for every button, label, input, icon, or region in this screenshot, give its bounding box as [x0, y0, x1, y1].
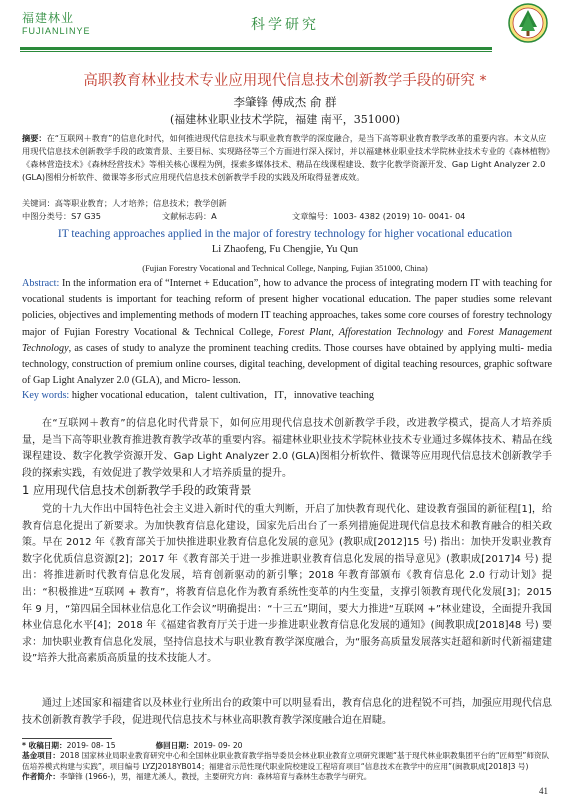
- footnote-fund: [22, 751, 552, 772]
- course-name-3: Forest Management Technology: [22, 326, 552, 354]
- clc-number: 中图分类号：S7 G35: [22, 211, 101, 221]
- classification-line: [22, 210, 552, 222]
- abstract-cn-text: 在“互联网＋教育”的信息化时代，如何推进现代信息技术与职业教育教学的深度融合，是当下高等职业教育教学改革的重要内容。本文从应用现代信息技术创新教学手段的政策背景、主要目标、实现路径等三个方面进行深入探讨，并以福建林业职业技术学院林业技术专业的《森林植物》《森林营造技术》《森林经营技术》等相关核心课程为例，探索多媒体技术、精品在线课程建设、数字化教学资源开发、Gap Light Analyzer 2.0 (GLA)图相分析软件、微课等多形式应用现代信息技术创新教学手段的实践及所取得显著成效。: [22, 133, 551, 182]
- course-name-1: Forest Plant: [278, 326, 332, 338]
- revised-label: 修回日期：: [155, 741, 194, 750]
- abstract-cn-label: 摘要：: [22, 133, 47, 143]
- document-code: 文献标志码：A: [162, 211, 217, 221]
- keywords-en-text: higher vocational education，talent cultivation，IT，innovative teaching: [69, 390, 374, 401]
- fund-text: 2018 国家林业局职业教育研究中心和全国林业职业教育教学指导委员会林业职业教育立项研究课题“基于现代林业职教集团平台的“匠师型”师资队伍培养模式构建与实践”，项目编号 LYZJ2018YB014；福建省示范性现代职业院校建设工程培育项目“信息技术在教学中的应用”(闽教职成[2018]3 号): [22, 751, 550, 771]
- journal-header: [0, 0, 570, 60]
- course-name-2: Afforestation Technology: [338, 326, 444, 338]
- article-title-en: IT teaching approaches applied in the major of forestry technology for higher vocational education: [57, 228, 513, 240]
- keywords-cn-text: 高等职业教育；人才培养；信息技术；教学创新: [54, 198, 227, 208]
- footnotes: [22, 741, 552, 783]
- revised-date: 2019- 09- 20: [193, 741, 243, 750]
- abstract-en-text-2: , as cases of study to analyze the prominent teaching credits. Those courses have obtained by applying multi- media technology, construction of premium online courses, digital teaching, development of digital teaching resources, graphic software of Gap Light Analyzer 2.0 (GLA), and Micro- lesson.: [22, 342, 552, 387]
- abstract-cn: [22, 132, 552, 184]
- abstract-en-text-1: In the information era of “Internet + Education”, how to advance the process of integrating modern IT with teaching for vocational students is important for teaching reform of present higher vocational education. The paper studies some relevant policies, objectives and implementing methods of modern IT teaching approaches, takes some core courses of forestry technology major of Fujian Forestry Vocational & Technical College,: [22, 278, 552, 338]
- article-title-cn: 高职教育林业技术专业应用现代信息技术创新教学手段的研究 *: [83, 73, 487, 89]
- authors-en: Li Zhaofeng, Fu Chengjie, Yu Qun: [211, 244, 359, 255]
- section-title: 科学研究: [251, 17, 319, 33]
- abstract-en-sep-2: and: [443, 326, 468, 338]
- journal-name-cn: 福建林业: [22, 11, 75, 25]
- keywords-en-label: Key words:: [22, 390, 70, 401]
- section-1-paragraph-2: 通过上述国家和福建省以及林业行业所出台的政策中可以明显看出，教育信息化的进程锐不可挡，加强应用现代信息技术创新教育教学手段，促进现代信息技术与林业高职教育教学深度融合迫在眉睫。: [22, 698, 552, 726]
- author-text: 李肇锋 (1966-)，男，福建尤溪人，教授，主要研究方向：森林培育与森林生态教学与研究。: [59, 772, 372, 782]
- keywords-cn: [22, 197, 552, 209]
- footnote-author: [22, 772, 552, 782]
- section-1-heading: 1 应用现代信息技术创新教学手段的政策背景: [22, 483, 252, 497]
- keywords-en: [22, 389, 552, 403]
- page-number: 41: [539, 786, 548, 796]
- keywords-cn-label: 关键词：: [22, 198, 55, 208]
- section-1-paragraph-1: 党的十九大作出中国特色社会主义进入新时代的重大判断，开启了加快教育现代化、建设教育强国的新征程[1]，给教育信息化提出了新要求。为加快教育信息化建设，国家先后出台了一系列措施促进现代信息技术和教育融合的相关政策。早在 2012 年《教育部关于加快推进职业教育信息化发展的意见》(教职成[2012]15 号) 指出：加快开发职业教育数字化优质信息资源[2]；2017 年《教育部关于进一步推进职业教育信息化发展的指导意见》(教职成[2017]4 号) 提出：将推进新时代教育信息化发展，培育创新驱动的新引擎；2018 年教育部颁布《教育信息化 2.0 行动计划》提出：“积极推进“互联网 + 教育”，将教育信息化作为教育系统性变革的内生变量，支撑引领教育现代化发展[3]；2015 年 9 月，“第四届全国林业信息化工作会议”明确提出：“十三五”期间，要大力推进“互联网 +”林业建设，全面提升我国林业信息化水平[4]；2018 年《福建省教育厅关于进一步推进职业教育信息化发展的通知》(闽教职成[2018]48 号) 要求：加快职业教育信息化发展，坚持信息技术与职业教育教学深度融合，为“服务高质量发展落实赶超和新时代新福建建设”培养大批高素质高质量的技术技能人才。: [22, 504, 552, 665]
- affiliation-cn: (福建林业职业技术学院，福建 南平，351000): [169, 113, 401, 126]
- footnote-dates: [22, 741, 552, 751]
- intro-paragraph: 在“互联网＋教育”的信息化时代背景下，如何应用现代信息技术创新教学手段，改进教学模式，提高人才培养质量，是当下高等职业教育推进教育教学改革的重要内容。福建林业职业技术学院林业技术专业通过多媒体技术、精品在线课程建设、数字化教学资源开发、Gap Light Analyzer 2.0 (GLA)图相分析软件、微课等应用现代信息技术创新教学手段的探索实践，有效促进了教学效果和人才培养质量的提升。: [22, 418, 552, 479]
- article-number: 文章编号：1003- 4382 (2019) 10- 0041- 04: [292, 211, 466, 221]
- header-rule-thin: [20, 51, 492, 52]
- abstract-en-label: Abstract:: [22, 278, 60, 289]
- fund-label: 基金项目：: [22, 751, 60, 761]
- author-label: 作者简介：: [22, 772, 60, 782]
- abstract-en-sep-1: ,: [331, 326, 339, 338]
- header-rule: [20, 47, 492, 50]
- affiliation-en: (Fujian Forestry Vocational and Technical College, Nanping, Fujian 351000, China): [142, 263, 428, 273]
- abstract-en: [22, 276, 552, 389]
- received-date: 2019- 08- 15: [66, 741, 116, 750]
- authors-cn: 李肇锋 傅成杰 俞 群: [233, 95, 337, 109]
- journal-name-en: FUJIANLINYE: [22, 26, 91, 36]
- journal-logo-icon: [508, 3, 548, 43]
- received-label: * 收稿日期：: [22, 741, 67, 750]
- footnote-rule: [22, 738, 112, 739]
